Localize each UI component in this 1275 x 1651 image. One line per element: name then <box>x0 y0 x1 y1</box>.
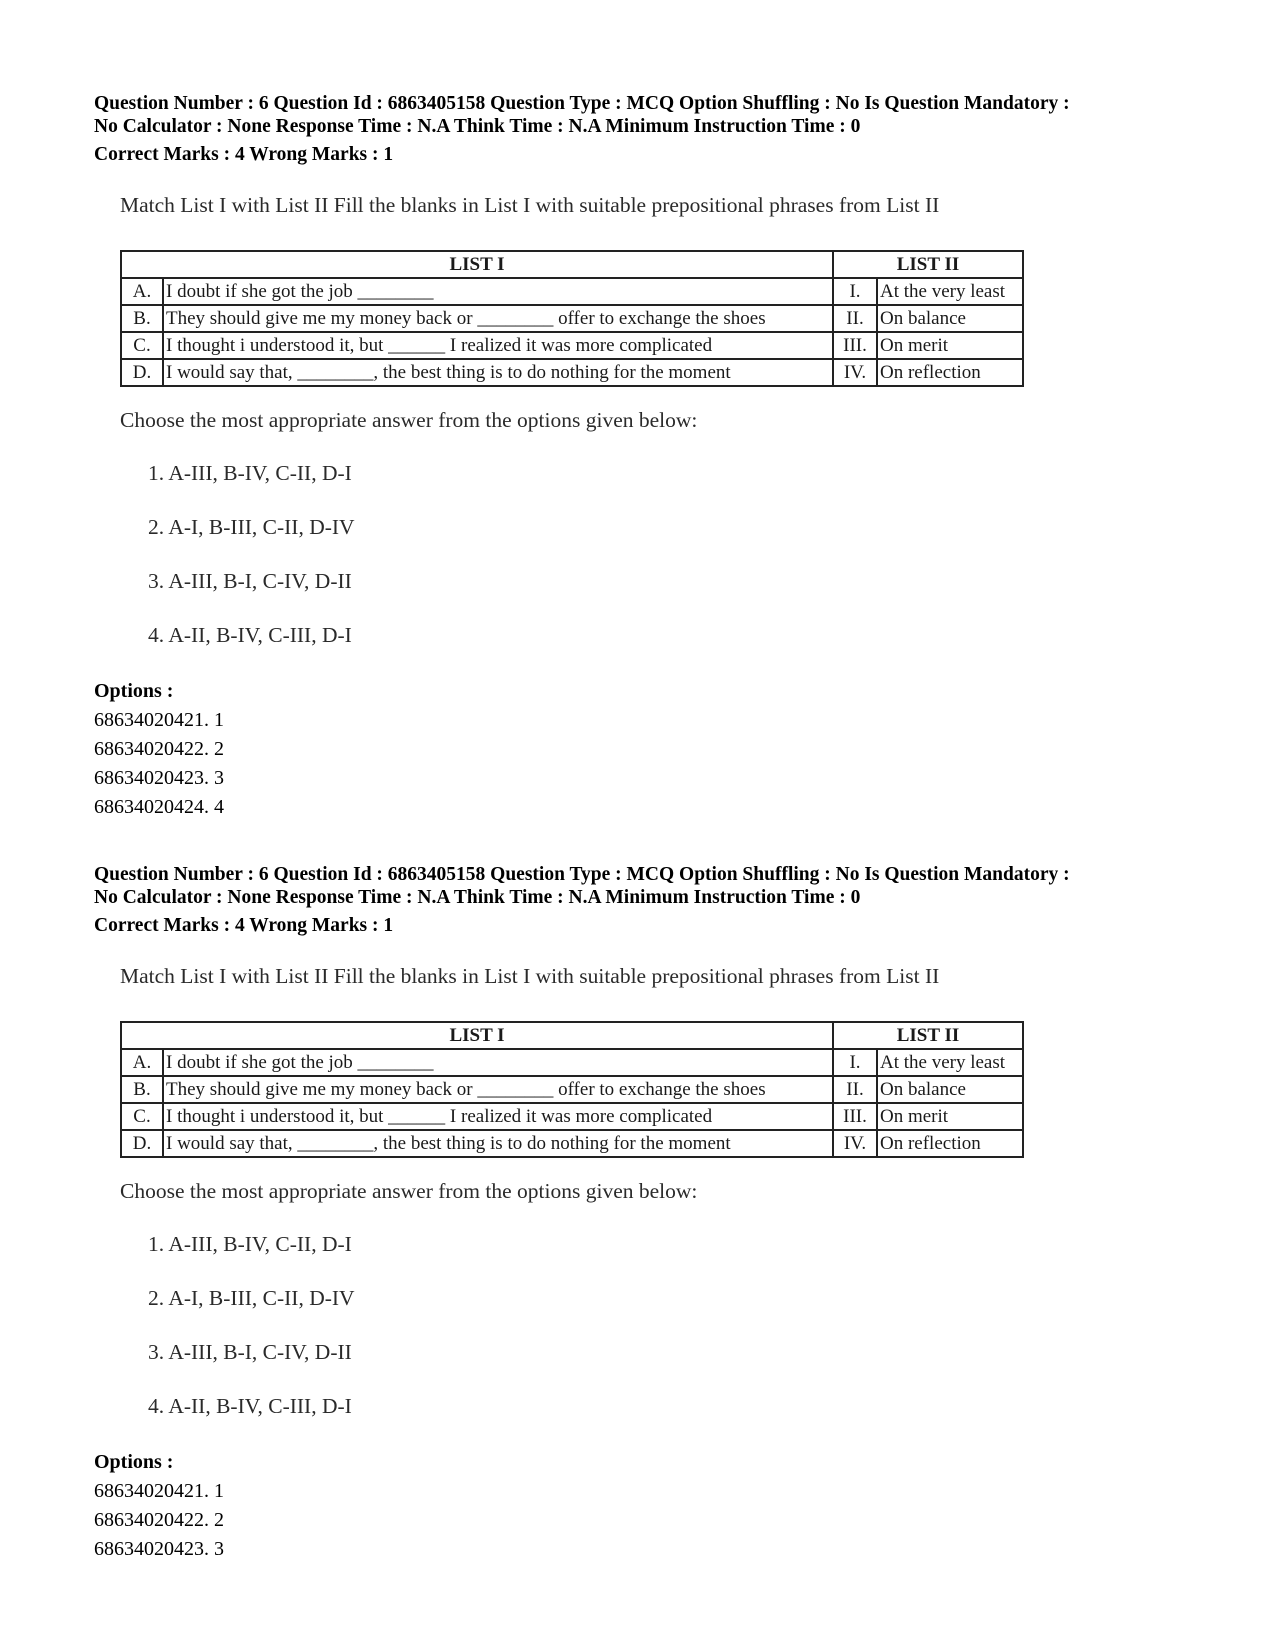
table-row <box>121 305 1023 332</box>
option-id-3: 68634020423. 3 <box>94 767 224 789</box>
question-meta-line-2: No Calculator : None Response Time : N.A Think Time : N.A Minimum Instruction Time : 0 <box>94 887 861 908</box>
list-2-header: LIST II <box>833 1022 1023 1049</box>
answer-option-1: 1. A-III, B-IV, C-II, D-I <box>148 1232 352 1256</box>
match-table <box>120 1021 1024 1158</box>
table-row <box>121 332 1023 359</box>
row-answer: On merit <box>877 1103 1023 1130</box>
question-meta-line-1: Question Number : 6 Question Id : 6863405158 Question Type : MCQ Option Shuffling : No Is Question Mandatory : <box>94 93 1070 114</box>
row-answer: On balance <box>877 1076 1023 1103</box>
row-answer: At the very least <box>877 1049 1023 1076</box>
choose-instruction: Choose the most appropriate answer from the options given below: <box>120 408 698 432</box>
row-letter: D. <box>121 1130 163 1157</box>
row-roman: III. <box>833 332 877 359</box>
answer-option-2: 2. A-I, B-III, C-II, D-IV <box>148 515 355 539</box>
row-roman: IV. <box>833 1130 877 1157</box>
answer-option-2: 2. A-I, B-III, C-II, D-IV <box>148 1286 355 1310</box>
row-letter: A. <box>121 1049 163 1076</box>
options-label: Options : <box>94 1451 174 1473</box>
row-answer: At the very least <box>877 278 1023 305</box>
question-marks: Correct Marks : 4 Wrong Marks : 1 <box>94 144 394 165</box>
choose-instruction: Choose the most appropriate answer from the options given below: <box>120 1179 698 1203</box>
row-answer: On merit <box>877 332 1023 359</box>
list-1-header: LIST I <box>121 251 833 278</box>
options-label: Options : <box>94 680 174 702</box>
answer-option-4: 4. A-II, B-IV, C-III, D-I <box>148 1394 352 1418</box>
option-id-1: 68634020421. 1 <box>94 709 224 731</box>
row-answer: On reflection <box>877 359 1023 386</box>
row-phrase: I would say that, ________, the best thing is to do nothing for the moment <box>163 359 833 386</box>
table-row <box>121 1130 1023 1157</box>
row-letter: B. <box>121 305 163 332</box>
table-row <box>121 1049 1023 1076</box>
answer-option-4: 4. A-II, B-IV, C-III, D-I <box>148 623 352 647</box>
match-table-header <box>121 1022 1023 1049</box>
row-letter: C. <box>121 332 163 359</box>
row-phrase: I doubt if she got the job ________ <box>163 1049 833 1076</box>
row-letter: C. <box>121 1103 163 1130</box>
option-id-1: 68634020421. 1 <box>94 1480 224 1502</box>
row-roman: II. <box>833 305 877 332</box>
match-table <box>120 250 1024 387</box>
table-row <box>121 1076 1023 1103</box>
row-roman: II. <box>833 1076 877 1103</box>
match-table-header <box>121 251 1023 278</box>
row-phrase: I thought i understood it, but ______ I realized it was more complicated <box>163 1103 833 1130</box>
answer-option-3: 3. A-III, B-I, C-IV, D-II <box>148 569 352 593</box>
table-row <box>121 359 1023 386</box>
table-row <box>121 278 1023 305</box>
row-roman: III. <box>833 1103 877 1130</box>
table-row <box>121 1103 1023 1130</box>
row-phrase: I would say that, ________, the best thing is to do nothing for the moment <box>163 1130 833 1157</box>
question-marks: Correct Marks : 4 Wrong Marks : 1 <box>94 915 394 936</box>
row-phrase: I thought i understood it, but ______ I realized it was more complicated <box>163 332 833 359</box>
row-letter: D. <box>121 359 163 386</box>
option-id-2: 68634020422. 2 <box>94 738 224 760</box>
row-answer: On reflection <box>877 1130 1023 1157</box>
row-answer: On balance <box>877 305 1023 332</box>
answer-option-1: 1. A-III, B-IV, C-II, D-I <box>148 461 352 485</box>
question-stem: Match List I with List II Fill the blanks in List I with suitable prepositional phrases from List II <box>120 964 940 988</box>
option-id-4: 68634020424. 4 <box>94 796 224 818</box>
row-letter: B. <box>121 1076 163 1103</box>
row-phrase: I doubt if she got the job ________ <box>163 278 833 305</box>
answer-option-3: 3. A-III, B-I, C-IV, D-II <box>148 1340 352 1364</box>
row-letter: A. <box>121 278 163 305</box>
list-2-header: LIST II <box>833 251 1023 278</box>
row-phrase: They should give me my money back or ________ offer to exchange the shoes <box>163 1076 833 1103</box>
row-roman: IV. <box>833 359 877 386</box>
question-meta-line-2: No Calculator : None Response Time : N.A Think Time : N.A Minimum Instruction Time : 0 <box>94 116 861 137</box>
row-roman: I. <box>833 1049 877 1076</box>
option-id-2: 68634020422. 2 <box>94 1509 224 1531</box>
row-roman: I. <box>833 278 877 305</box>
question-stem: Match List I with List II Fill the blanks in List I with suitable prepositional phrases from List II <box>120 193 940 217</box>
question-meta-line-1: Question Number : 6 Question Id : 6863405158 Question Type : MCQ Option Shuffling : No Is Question Mandatory : <box>94 864 1070 885</box>
option-id-3: 68634020423. 3 <box>94 1538 224 1560</box>
list-1-header: LIST I <box>121 1022 833 1049</box>
row-phrase: They should give me my money back or ________ offer to exchange the shoes <box>163 305 833 332</box>
